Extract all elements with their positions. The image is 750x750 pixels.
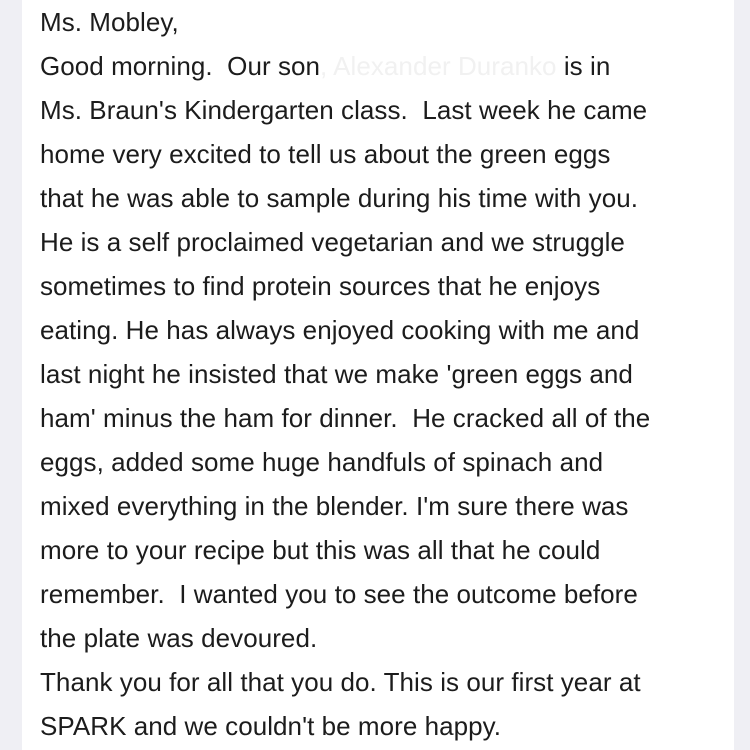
closing-line: Thank you for all that you do. This is our first year at	[40, 667, 641, 697]
body-line: Ms. Braun's Kindergarten class. Last week he came	[40, 95, 648, 125]
body-line: more to your recipe but this was all that he could	[40, 535, 601, 565]
body-line: mixed everything in the blender. I'm sure there was	[40, 491, 629, 521]
body-line: home very excited to tell us about the green eggs	[40, 139, 611, 169]
body-line: remember. I wanted you to see the outcome before	[40, 579, 638, 609]
email-body	[40, 0, 720, 748]
body-line: last night he insisted that we make 'green eggs and	[40, 359, 633, 389]
body-line: sometimes to find protein sources that he enjoys	[40, 271, 601, 301]
salutation: Ms. Mobley,	[40, 7, 179, 37]
body-line: the plate was devoured.	[40, 623, 318, 653]
body-line-1	[40, 44, 720, 88]
body-line: He is a self proclaimed vegetarian and we struggle	[40, 227, 625, 257]
body-line: that he was able to sample during his time with you.	[40, 183, 639, 213]
body-line-1-start: Good morning. Our son	[40, 51, 321, 81]
redacted-child-name: , Alexander Duranko	[320, 51, 557, 81]
body-line: eggs, added some huge handfuls of spinach and	[40, 447, 604, 477]
body-line: eating. He has always enjoyed cooking with me and	[40, 315, 640, 345]
body-line-1-end: is in	[556, 51, 611, 81]
closing-line: SPARK and we couldn't be more happy.	[40, 711, 502, 741]
body-line: ham' minus the ham for dinner. He cracked all of the	[40, 403, 651, 433]
